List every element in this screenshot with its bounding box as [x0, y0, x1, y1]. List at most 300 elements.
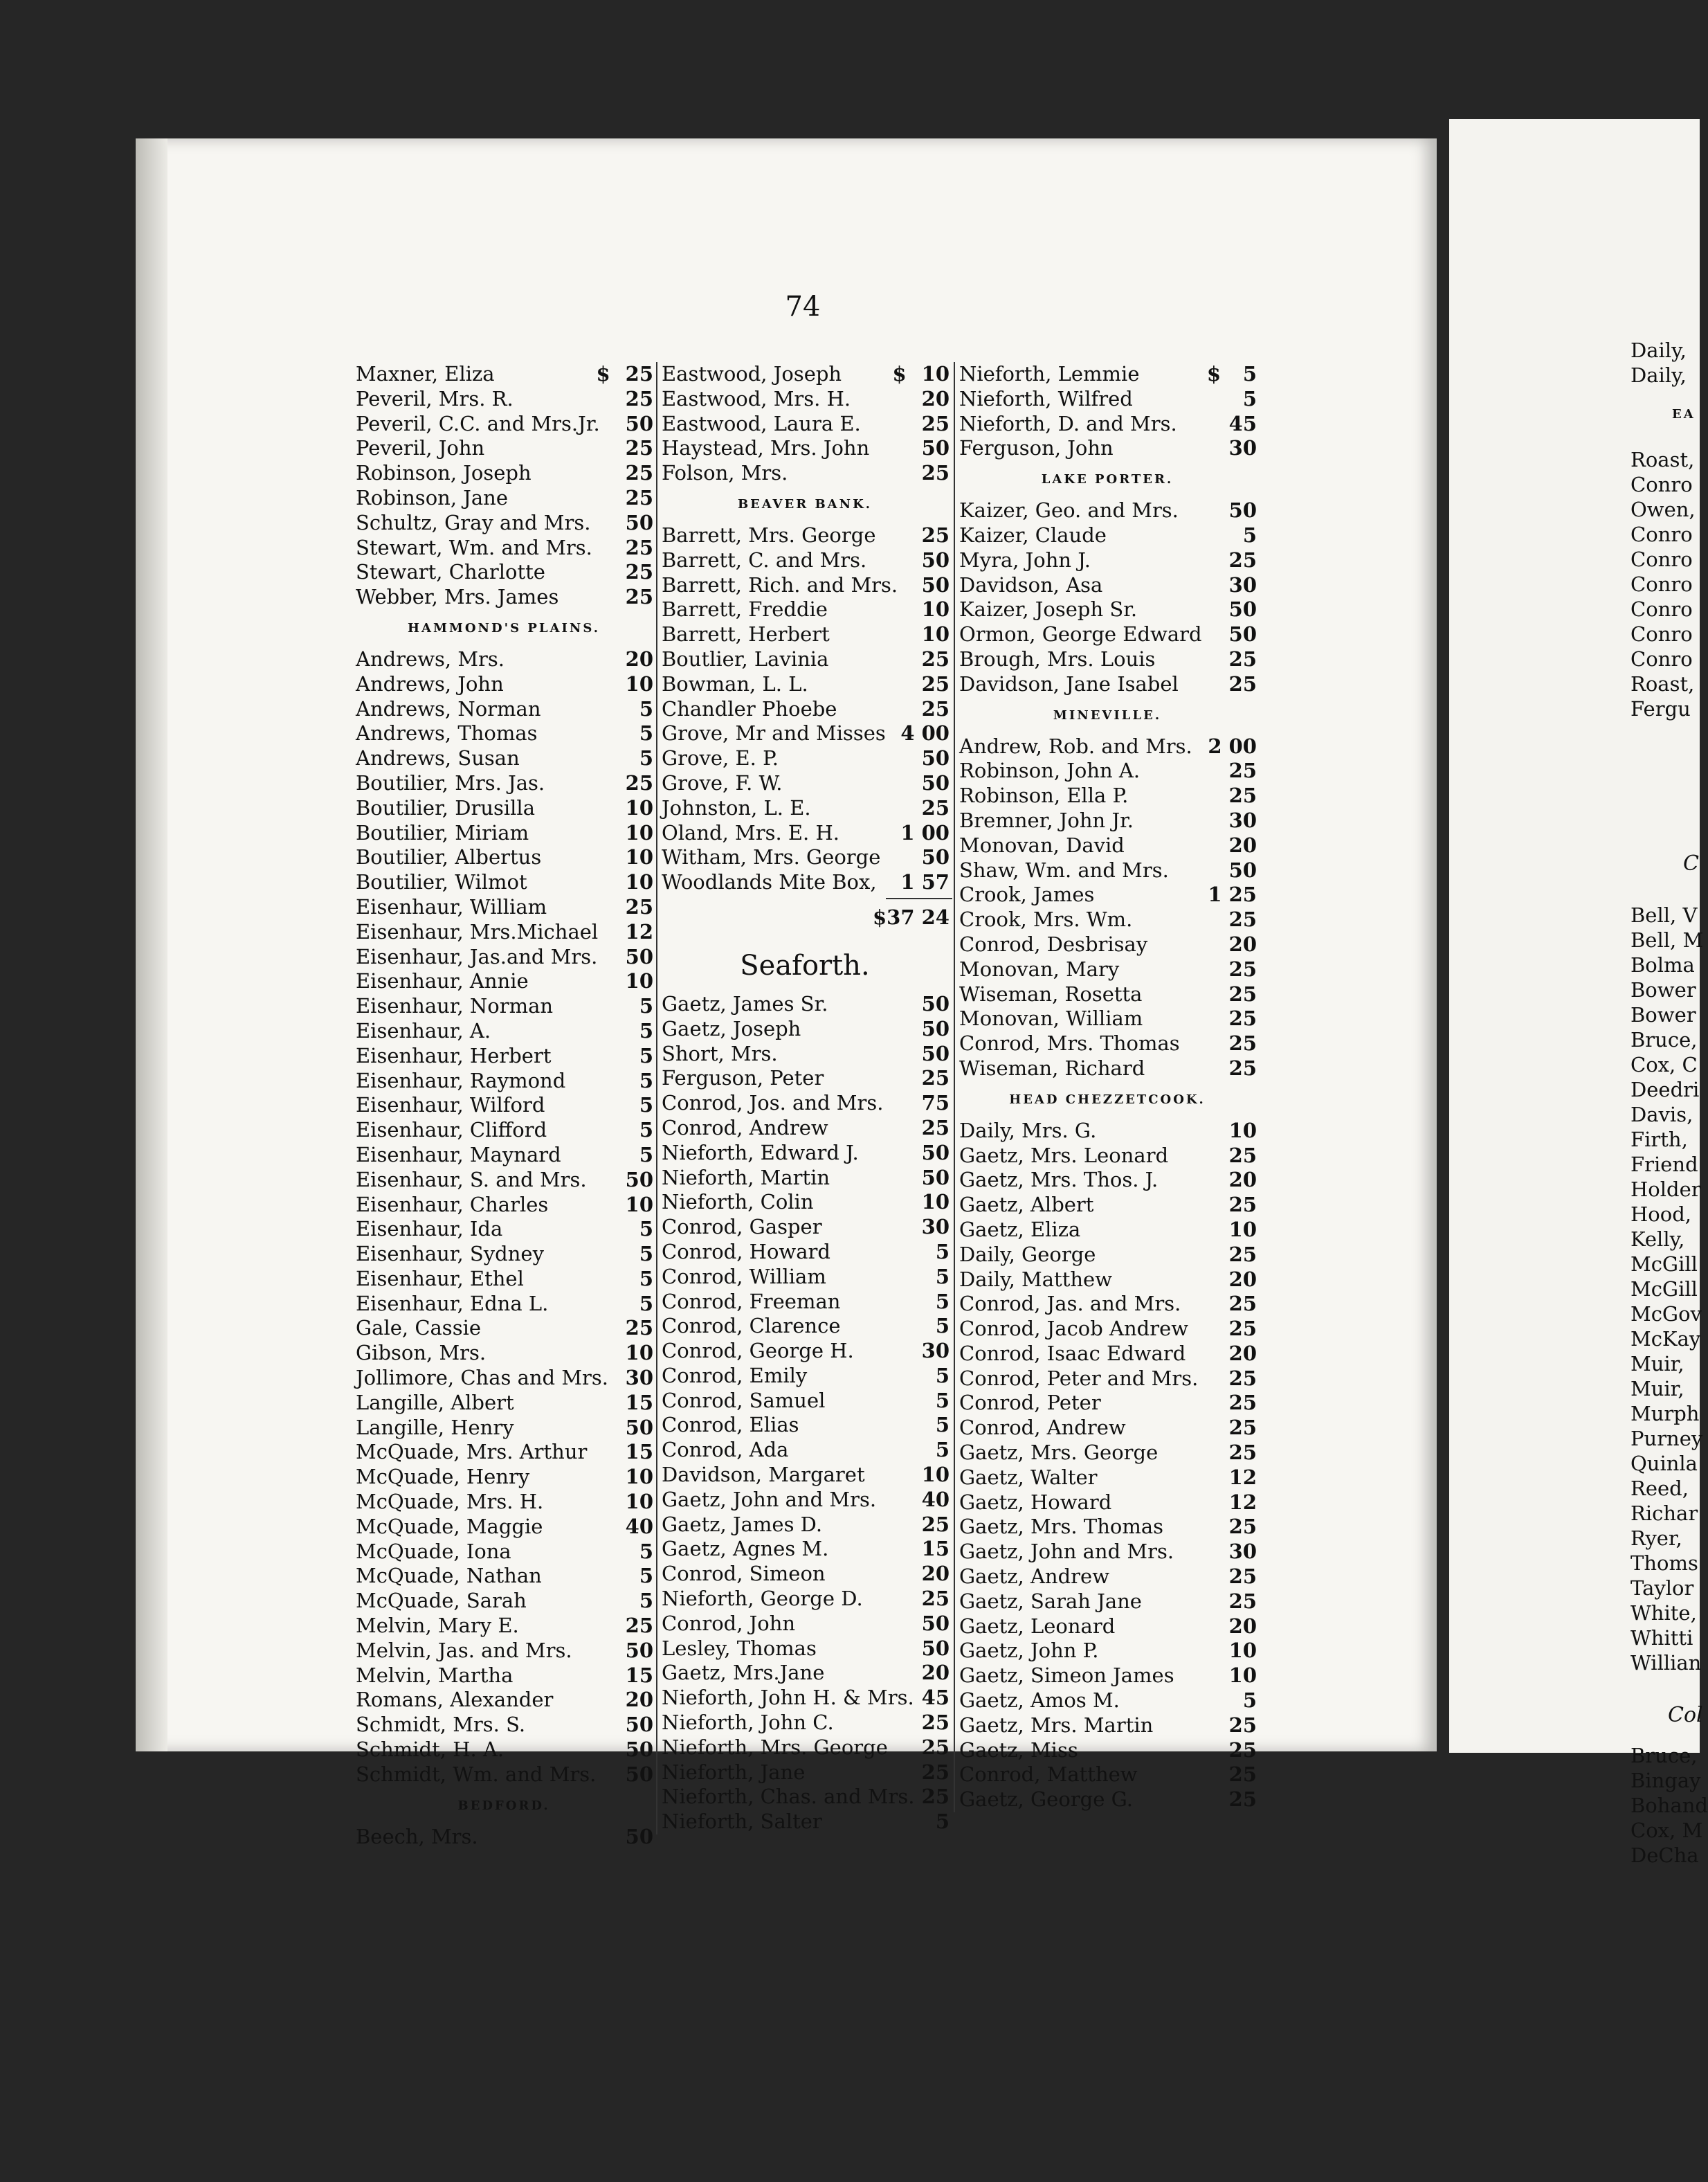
fragment-entry: Conro: [1630, 548, 1693, 571]
list-item: [955, 1515, 1260, 1540]
donation-amount: 15: [625, 1440, 653, 1464]
list-item: [955, 622, 1260, 647]
list-item: [657, 362, 952, 387]
donation-amount: 50: [921, 1140, 950, 1164]
donor-name: Witham, Mrs. George: [662, 845, 881, 869]
list-item: [657, 1810, 952, 1834]
list-item: [657, 412, 952, 437]
list-item: [657, 721, 952, 746]
donation-amount: 50: [921, 845, 950, 869]
dollar-sign: $: [1206, 362, 1221, 386]
donation-amount: 5: [935, 1438, 950, 1462]
list-item: [955, 1193, 1260, 1218]
donation-amount: 5: [639, 1242, 653, 1266]
donation-amount: 25: [1228, 1565, 1257, 1589]
donation-amount: 20: [1228, 1168, 1257, 1192]
list-item: [955, 1762, 1260, 1787]
donor-name: Conrod, George H.: [662, 1339, 854, 1363]
donation-amount: 5: [639, 746, 653, 770]
donation-amount: 25: [625, 560, 653, 584]
list-item: [657, 1785, 952, 1810]
list-item: [352, 994, 656, 1019]
donor-name: Conrod, Desbrisay: [959, 932, 1148, 956]
list-item: [657, 870, 952, 895]
donation-amount: 5: [935, 1289, 950, 1313]
fragment-entry: Quinla: [1630, 1452, 1698, 1475]
list-item: [955, 1144, 1260, 1169]
list-item: [657, 1042, 952, 1067]
donation-amount: 25: [1228, 784, 1257, 808]
donor-name: Eastwood, Joseph: [662, 362, 842, 386]
list-item: [955, 932, 1260, 957]
donor-name: Jollimore, Chas and Mrs.: [356, 1366, 608, 1390]
fragment-entry: Reed,: [1630, 1477, 1689, 1500]
fragment-entry: Muir,: [1630, 1377, 1684, 1400]
list-item: [657, 523, 952, 548]
subtotal-amount: $37 24: [873, 905, 950, 929]
donation-amount: 10: [921, 622, 950, 647]
list-item: [352, 1118, 656, 1143]
donation-amount: 25: [625, 436, 653, 460]
donor-name: Nieforth, Jane: [662, 1760, 806, 1784]
list-item: [352, 1366, 656, 1391]
donor-name: Eisenhaur, Charles: [356, 1192, 549, 1216]
list-item: [955, 1441, 1260, 1466]
list-item: [352, 1316, 656, 1341]
donation-amount: 25: [921, 523, 950, 547]
fragment-entry: Conro: [1630, 473, 1693, 496]
donation-amount: 45: [1228, 411, 1257, 435]
fragment-entry: Deedri: [1630, 1078, 1700, 1101]
donor-name: Folson, Mrs.: [662, 461, 788, 485]
list-item: [657, 1686, 952, 1711]
donor-name: Melvin, Jas. and Mrs.: [356, 1638, 572, 1662]
donation-amount: 50: [625, 1415, 653, 1439]
list-item: [352, 870, 656, 895]
list-item: [657, 1760, 952, 1785]
donor-name: Nieforth, Mrs. George: [662, 1735, 888, 1759]
donation-amount: 10: [1228, 1639, 1257, 1663]
donation-amount: 5: [935, 1264, 950, 1288]
list-item: [352, 1143, 656, 1168]
fragment-heading: EA: [1672, 407, 1696, 422]
donation-amount: 25: [921, 1512, 950, 1536]
total-rule: [886, 898, 952, 899]
list-item: [955, 1416, 1260, 1441]
donor-name: Nieforth, Martin: [662, 1165, 830, 1189]
donor-name: Gaetz, Amos M.: [959, 1688, 1120, 1713]
list-item: [352, 362, 656, 387]
fragment-entry: Murph: [1630, 1402, 1700, 1425]
list-item: [955, 1031, 1260, 1056]
donation-amount: 25: [625, 1316, 653, 1340]
donor-name: Bowman, L. L.: [662, 671, 808, 696]
list-item: [955, 1317, 1260, 1342]
fragment-entry: Hood,: [1630, 1202, 1691, 1226]
fragment-entry: Kelly,: [1630, 1227, 1685, 1251]
donor-name: Short, Mrs.: [662, 1041, 778, 1065]
donation-amount: 50: [625, 411, 653, 435]
list-item: [955, 647, 1260, 672]
fragment-entry: Conro: [1630, 647, 1693, 671]
list-item: [657, 573, 952, 598]
donor-name: Peveril, Mrs. R.: [356, 386, 514, 411]
donation-amount: 20: [921, 1661, 950, 1685]
list-item: [352, 585, 656, 610]
donation-amount: 50: [921, 1636, 950, 1660]
donor-name: Conrod, Freeman: [662, 1289, 841, 1313]
donor-name: Ferguson, John: [959, 436, 1114, 460]
donor-name: Maxner, Eliza: [356, 362, 495, 386]
donation-amount: 25: [625, 386, 653, 411]
list-item: [955, 1292, 1260, 1317]
donor-name: McQuade, Mrs. Arthur: [356, 1440, 588, 1464]
donation-amount: 50: [921, 1165, 950, 1189]
fragment-entry: Firth,: [1630, 1128, 1688, 1151]
donation-amount: 5: [1242, 362, 1257, 386]
fragment-entry: Bohand: [1630, 1794, 1708, 1817]
fragment-section-title: C: [1683, 851, 1699, 876]
donation-amount: 5: [935, 1363, 950, 1387]
list-item: [657, 1091, 952, 1116]
donor-name: Andrews, Thomas: [356, 721, 538, 746]
donor-name: Haystead, Mrs. John: [662, 436, 870, 460]
list-item: [955, 1342, 1260, 1367]
fragment-entry: Conro: [1630, 523, 1693, 546]
fragment-entry: Owen,: [1630, 498, 1696, 521]
section-heading: BEDFORD.: [457, 1798, 550, 1813]
list-item: [657, 647, 952, 672]
donation-amount: 12: [625, 919, 653, 944]
donation-amount: 20: [1228, 1341, 1257, 1365]
list-item: [352, 1564, 656, 1589]
list-item: [352, 796, 656, 821]
list-item: [955, 957, 1260, 982]
donation-amount: 25: [921, 647, 950, 671]
list-item: [955, 784, 1260, 809]
donor-name: Gaetz, John and Mrs.: [662, 1487, 877, 1511]
list-item: [657, 1636, 952, 1661]
donation-amount: 50: [921, 1016, 950, 1040]
donation-amount: 10: [921, 362, 950, 386]
donor-name: Woodlands Mite Box,: [662, 870, 877, 894]
list-item: [657, 796, 952, 821]
donor-name: Nieforth, D. and Mrs.: [959, 411, 1177, 435]
donation-amount: 12: [1228, 1465, 1257, 1489]
list-item: [657, 461, 952, 486]
donation-amount: 25: [625, 770, 653, 795]
donation-amount: 5: [1242, 523, 1257, 547]
list-item: [657, 1537, 952, 1562]
donor-name: McQuade, Sarah: [356, 1589, 527, 1613]
donation-amount: 10: [625, 671, 653, 696]
donor-name: Nieforth, John H. & Mrs.: [662, 1686, 914, 1710]
donor-name: Robinson, Ella P.: [959, 784, 1129, 808]
donor-name: Davidson, Asa: [959, 572, 1103, 597]
list-item: [657, 1215, 952, 1240]
donation-amount: 50: [921, 436, 950, 460]
list-item: [352, 1762, 656, 1787]
donor-name: Grove, F. W.: [662, 770, 783, 795]
donation-amount: 25: [1228, 548, 1257, 572]
list-item: [955, 1056, 1260, 1081]
donor-name: Nieforth, George D.: [662, 1587, 863, 1611]
donation-amount: 5: [639, 1539, 653, 1563]
donation-amount: 25: [1228, 759, 1257, 783]
donor-name: Eisenhaur, Mrs.Michael: [356, 919, 599, 944]
donation-amount: 25: [625, 585, 653, 609]
list-item: [352, 1614, 656, 1639]
fragment-entry: Bell, M: [1630, 928, 1704, 952]
donation-amount: 10: [1228, 1217, 1257, 1241]
fragment-entry: Holder: [1630, 1178, 1701, 1201]
donation-amount: 5: [935, 1810, 950, 1834]
list-item: [352, 560, 656, 585]
donor-name: Eisenhaur, Wilford: [356, 1093, 545, 1117]
list-item: [657, 1116, 952, 1141]
donor-name: Nieforth, Salter: [662, 1810, 822, 1834]
list-item: [955, 573, 1260, 598]
fragment-entry: Conro: [1630, 597, 1693, 621]
fragment-entry: Muir,: [1630, 1352, 1684, 1376]
donor-name: Barrett, Rich. and Mrs.: [662, 572, 898, 597]
donation-amount: 25: [1228, 1589, 1257, 1613]
list-item: [352, 1490, 656, 1515]
donation-amount: 2 00: [1208, 734, 1257, 758]
donation-amount: 50: [625, 1638, 653, 1662]
donation-amount: 5: [639, 1266, 653, 1290]
fragment-entry: Bower: [1630, 1003, 1696, 1027]
list-item: [352, 511, 656, 536]
donation-amount: 5: [639, 696, 653, 721]
donor-name: Eisenhaur, Sydney: [356, 1242, 544, 1266]
donor-name: Robinson, John A.: [959, 759, 1141, 783]
donation-amount: 25: [625, 485, 653, 510]
list-item: [352, 486, 656, 511]
donor-name: Gaetz, Howard: [959, 1490, 1112, 1514]
list-item: [352, 461, 656, 486]
donation-amount: 30: [625, 1366, 653, 1390]
donor-name: Andrews, Susan: [356, 746, 520, 770]
donation-amount: 30: [1228, 436, 1257, 460]
donation-amount: 15: [625, 1390, 653, 1414]
donation-amount: 12: [1228, 1490, 1257, 1514]
list-item: [657, 548, 952, 573]
donation-amount: 30: [1228, 572, 1257, 597]
donation-amount: 20: [625, 1688, 653, 1712]
donor-name: Eisenhaur, A.: [356, 1018, 491, 1043]
donation-amount: 5: [639, 1118, 653, 1142]
donor-name: Nieforth, Edward J.: [662, 1140, 859, 1164]
donation-amount: 50: [921, 548, 950, 572]
list-item: [352, 969, 656, 994]
list-item: [657, 1017, 952, 1042]
donation-amount: 5: [935, 1314, 950, 1338]
donor-name: Boutilier, Mrs. Jas.: [356, 770, 545, 795]
donation-amount: 50: [625, 1738, 653, 1762]
list-item: [352, 821, 656, 846]
donor-name: Myra, John J.: [959, 548, 1091, 572]
list-item: [657, 821, 952, 846]
place-title: Seaforth.: [740, 949, 870, 982]
list-item: [657, 672, 952, 697]
donor-name: Conrod, Emily: [662, 1363, 808, 1387]
list-item: [352, 1044, 656, 1069]
donor-name: Conrod, Mrs. Thomas: [959, 1031, 1180, 1056]
donor-name: Eisenhaur, Maynard: [356, 1142, 561, 1166]
list-item: [955, 1391, 1260, 1416]
fragment-entry: Conro: [1630, 572, 1693, 596]
donation-amount: 10: [921, 1190, 950, 1214]
fragment-entry: McGill: [1630, 1252, 1698, 1276]
donor-name: Gaetz, Simeon James: [959, 1663, 1174, 1688]
donor-name: Boutilier, Albertus: [356, 845, 542, 869]
donor-name: Gaetz, Mrs. Thos. J.: [959, 1168, 1159, 1192]
list-item: [955, 858, 1260, 883]
donor-name: Eisenhaur, Jas.and Mrs.: [356, 944, 598, 968]
donor-name: Conrod, Peter and Mrs.: [959, 1366, 1199, 1390]
fragment-entry: McGill: [1630, 1277, 1698, 1301]
list-item: [955, 1614, 1260, 1639]
fragment-entry: Bower: [1630, 978, 1696, 1002]
donor-name: Gaetz, James D.: [662, 1512, 823, 1536]
list-item: [352, 746, 656, 771]
donor-name: Gaetz, Walter: [959, 1465, 1098, 1489]
donor-name: Bremner, John Jr.: [959, 808, 1134, 832]
list-item: [352, 647, 656, 672]
donor-name: Schmidt, Wm. and Mrs.: [356, 1762, 597, 1786]
donor-name: Beech, Mrs.: [356, 1824, 478, 1848]
donation-amount: 25: [1228, 1007, 1257, 1031]
donation-amount: 25: [921, 795, 950, 820]
donor-name: Ormon, George Edward: [959, 622, 1202, 647]
list-item: [352, 1540, 656, 1565]
donor-name: Grove, E. P.: [662, 746, 779, 770]
donation-amount: 25: [1228, 1143, 1257, 1167]
donor-name: Kaizer, Geo. and Mrs.: [959, 498, 1179, 523]
donor-name: Langille, Albert: [356, 1390, 514, 1414]
list-item: [352, 895, 656, 920]
donor-name: Conrod, Simeon: [662, 1562, 826, 1586]
donation-amount: 25: [1228, 1738, 1257, 1762]
donor-name: McQuade, Iona: [356, 1539, 511, 1563]
list-item: [955, 1639, 1260, 1663]
list-item: [955, 362, 1260, 387]
list-item: [955, 597, 1260, 622]
donor-name: Daily, Matthew: [959, 1267, 1113, 1291]
donor-name: Barrett, Mrs. George: [662, 523, 876, 547]
list-item: [657, 1488, 952, 1513]
donation-amount: 20: [921, 386, 950, 411]
donor-name: Gaetz, George G.: [959, 1787, 1133, 1812]
donation-amount: 50: [625, 1824, 653, 1848]
list-item: [657, 1389, 952, 1414]
donation-amount: 20: [921, 1562, 950, 1586]
donor-name: Johnston, L. E.: [662, 795, 811, 820]
donation-amount: 25: [1228, 908, 1257, 932]
donation-amount: 5: [639, 1291, 653, 1315]
donation-amount: 5: [639, 1093, 653, 1117]
donation-amount: 10: [625, 1341, 653, 1365]
donation-amount: 40: [625, 1514, 653, 1538]
donor-name: Robinson, Joseph: [356, 461, 532, 485]
list-item: [352, 1069, 656, 1094]
donor-name: McQuade, Henry: [356, 1465, 530, 1489]
donor-name: Eisenhaur, S. and Mrs.: [356, 1167, 587, 1191]
donation-amount: 20: [1228, 1614, 1257, 1638]
fragment-entry: Roast,: [1630, 448, 1695, 471]
donor-name: Wiseman, Rosetta: [959, 982, 1143, 1006]
donor-name: Monovan, William: [959, 1007, 1143, 1031]
list-item: [352, 1639, 656, 1663]
donation-amount: 10: [921, 1463, 950, 1487]
list-item: [955, 1007, 1260, 1031]
donation-amount: 50: [625, 510, 653, 534]
fragment-entry: Bolma: [1630, 953, 1695, 977]
list-item: [955, 412, 1260, 437]
donor-name: Monovan, Mary: [959, 957, 1120, 981]
donation-amount: 10: [1228, 1118, 1257, 1142]
donation-amount: 30: [921, 1339, 950, 1363]
donor-name: Chandler Phoebe: [662, 696, 837, 721]
donor-name: Barrett, Herbert: [662, 622, 830, 647]
donor-name: Nieforth, Lemmie: [959, 362, 1140, 386]
donation-amount: 25: [1228, 1762, 1257, 1787]
list-item: [352, 1193, 656, 1218]
donor-name: Boutilier, Drusilla: [356, 795, 535, 820]
list-item: [657, 622, 952, 647]
donor-name: Nieforth, Chas. and Mrs.: [662, 1785, 915, 1809]
donation-amount: 25: [921, 1760, 950, 1784]
donation-amount: 25: [1228, 1242, 1257, 1266]
donor-name: Gaetz, Miss: [959, 1738, 1078, 1762]
donation-amount: 5: [639, 1043, 653, 1067]
donation-amount: 20: [1228, 1267, 1257, 1291]
donation-amount: 45: [921, 1686, 950, 1710]
list-item: [352, 920, 656, 945]
list-item: [955, 982, 1260, 1007]
fragment-entry: Conro: [1630, 622, 1693, 646]
donor-name: Grove, Mr and Misses: [662, 721, 886, 746]
donation-amount: 25: [625, 461, 653, 485]
donation-amount: 25: [625, 1614, 653, 1638]
donation-amount: 25: [921, 1587, 950, 1611]
list-item: [352, 1168, 656, 1193]
donor-name: Gaetz, Joseph: [662, 1016, 801, 1040]
donation-amount: 5: [639, 1018, 653, 1043]
donor-name: Gaetz, Albert: [959, 1193, 1094, 1217]
donation-amount: 50: [625, 944, 653, 968]
list-item: [955, 908, 1260, 932]
donor-name: Schmidt, H. A.: [356, 1738, 505, 1762]
donation-amount: 75: [921, 1091, 950, 1115]
donor-name: Ferguson, Peter: [662, 1066, 824, 1090]
list-item: [955, 523, 1260, 548]
donation-amount: 25: [1228, 957, 1257, 981]
list-item: [352, 1663, 656, 1688]
donor-name: Boutilier, Miriam: [356, 820, 529, 845]
donation-amount: 10: [625, 1465, 653, 1489]
donation-amount: 5: [639, 1564, 653, 1588]
donor-name: Gaetz, Mrs. Thomas: [959, 1515, 1164, 1539]
donor-name: Conrod, Jos. and Mrs.: [662, 1091, 884, 1115]
donation-amount: 30: [1228, 1540, 1257, 1564]
donor-name: Gaetz, Mrs. George: [959, 1441, 1159, 1465]
donor-name: Conrod, Peter: [959, 1391, 1101, 1415]
list-item: [955, 498, 1260, 523]
donation-amount: 25: [625, 535, 653, 559]
list-item: [657, 771, 952, 796]
